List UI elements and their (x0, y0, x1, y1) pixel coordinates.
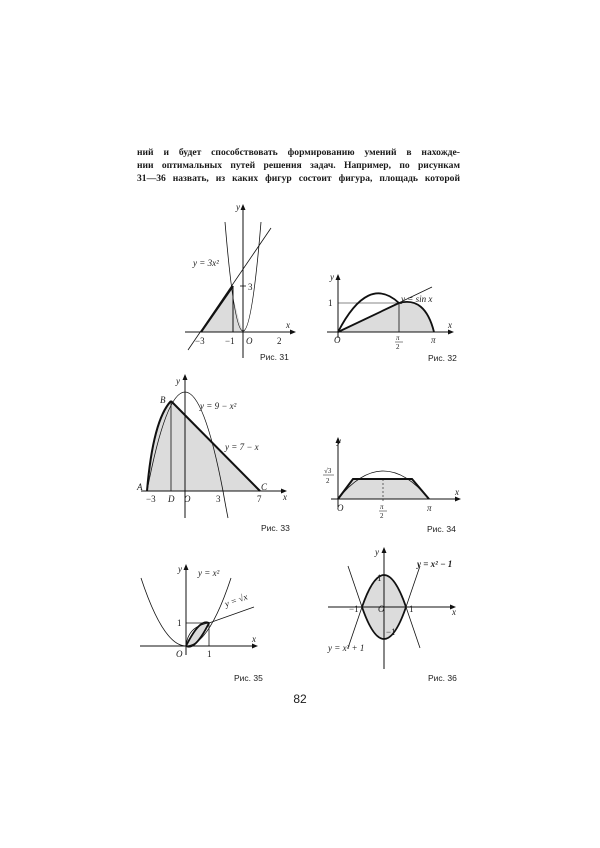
tick-label-minus-1: −1 (349, 604, 359, 614)
y-axis-label: y (375, 547, 379, 557)
tick-label-y-3: 3 (248, 282, 253, 292)
y-axis-label: y (337, 436, 341, 446)
y-arrow (183, 374, 188, 380)
x-axis-label: x (452, 607, 456, 617)
figure-caption: Рис. 33 (261, 523, 290, 533)
tick-label-3: 3 (216, 494, 221, 504)
tick-label-pi-2-num: π (380, 503, 384, 511)
figure-caption: Рис. 35 (234, 673, 263, 683)
line-equation-label: y = 7 − x (225, 442, 259, 452)
figure-33 (133, 370, 303, 540)
equation-top-label: y = x² − 1 (417, 559, 453, 569)
page-number: 82 (293, 692, 307, 706)
y-axis-label: y (330, 272, 334, 282)
figure-31 (160, 198, 310, 368)
y-arrow (336, 274, 341, 280)
y-axis-label: y (236, 202, 240, 212)
equation-label: y = sin x (401, 294, 433, 304)
text-line-2: нии оптимальных путей решения задач. Например, по рисункам (137, 160, 460, 171)
origin-label: O (184, 494, 191, 504)
origin-label: O (334, 335, 341, 345)
root-equation-label: y = √x (223, 591, 249, 609)
body-paragraph (137, 146, 460, 185)
tick-label-sqrt3-den: 2 (326, 477, 330, 485)
tick-label-sqrt3-num: √3 (324, 467, 332, 475)
x-axis-label: x (283, 492, 287, 502)
tick-label-pi-denominator: 2 (396, 343, 400, 351)
x-arrow (290, 330, 296, 335)
y-axis-label: y (178, 564, 182, 574)
tick-label-pi-numerator: π (396, 334, 400, 342)
y-arrow (382, 547, 387, 553)
equation-bottom-label: y = x² + 1 (328, 643, 365, 653)
y-axis-label: y (176, 376, 180, 386)
y-arrow (184, 564, 189, 570)
parabola-equation-label: y = x² (198, 568, 220, 578)
origin-label: O (337, 503, 344, 513)
figure-36 (322, 543, 472, 690)
point-B-label: B (160, 395, 166, 405)
x-arrow (448, 330, 454, 335)
x-arrow (252, 644, 258, 649)
x-arrow (455, 497, 461, 502)
y-arrow (241, 204, 246, 210)
tangent-left-lower (348, 566, 362, 607)
point-A-label: A (137, 482, 143, 492)
point-C-label: C (261, 482, 268, 492)
shaded-region (201, 286, 243, 332)
tick-label-7: 7 (257, 494, 262, 504)
tangent-right-upper (406, 566, 420, 607)
parabola-right-tail (223, 491, 228, 518)
tick-label-y-1: 1 (377, 573, 382, 583)
figure-caption: Рис. 31 (260, 352, 289, 362)
figure-caption: Рис. 36 (428, 673, 457, 683)
text-line-1: ний и будет способствовать формированию умений в нахожде- (137, 147, 460, 158)
tick-label-minus-3: −3 (195, 336, 205, 346)
tick-label-y-minus-1: −1 (386, 627, 396, 637)
origin-label: O (176, 649, 183, 659)
figure-32 (322, 270, 472, 370)
figure-caption: Рис. 32 (428, 353, 457, 363)
tick-label-x-1: 1 (207, 649, 212, 659)
origin-label: O (378, 604, 385, 614)
figure-34 (315, 435, 475, 540)
tick-label-pi: π (431, 335, 436, 345)
x-axis-label: x (448, 320, 452, 330)
tick-label-y-1: 1 (177, 618, 182, 628)
tick-label-1: 1 (409, 604, 414, 614)
parabola-equation-label: y = 9 − x² (200, 401, 237, 411)
tick-label-2: 2 (277, 336, 282, 346)
text-line-3: 31—36 назвать, из каких фигур состоит фигура, площадь которой (137, 173, 460, 184)
equation-label: y = 3x² (193, 258, 219, 268)
x-axis-label: x (286, 320, 290, 330)
tick-label-y-1: 1 (328, 298, 333, 308)
figure-caption: Рис. 34 (427, 524, 456, 534)
figure-35 (136, 560, 286, 690)
x-axis-label: x (455, 487, 459, 497)
tick-label-pi: π (427, 503, 432, 513)
tick-label-D: D (168, 494, 175, 504)
origin-label: O (246, 336, 253, 346)
tick-label-pi-2-den: 2 (380, 512, 384, 520)
x-axis-label: x (252, 634, 256, 644)
tick-label-minus-3: −3 (146, 494, 156, 504)
tick-label-minus-1: −1 (225, 336, 235, 346)
